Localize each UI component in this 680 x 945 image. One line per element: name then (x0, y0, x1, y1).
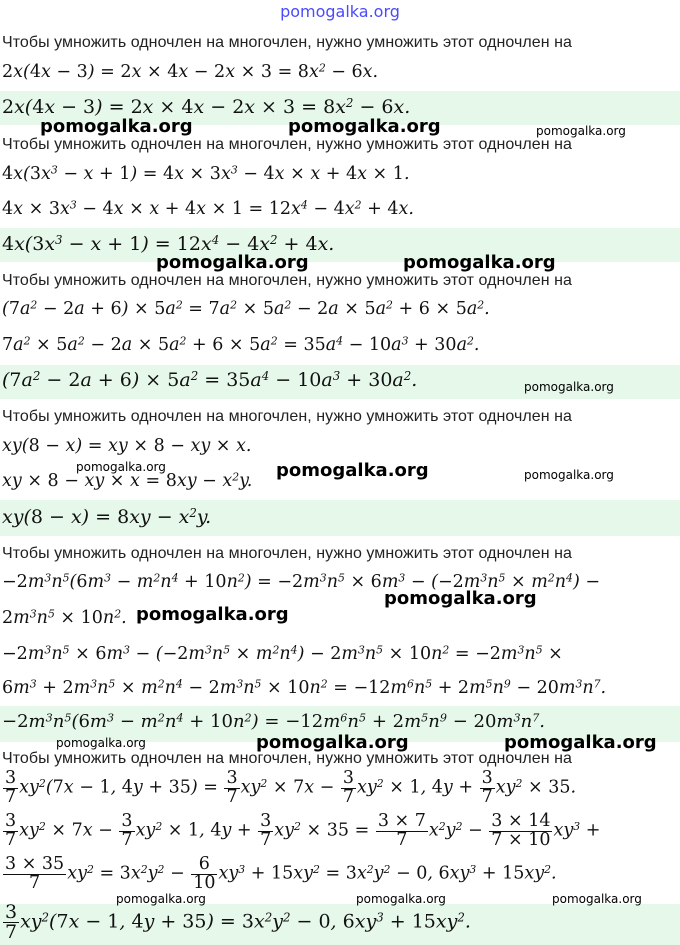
problem-3-step-2: $7a^2 \times 5a^2 - 2a \times 5a^2 + 6 \times 5a^2 = 35a^4 - 10a^3 + 30a^2$. (2, 334, 480, 355)
problem-6-step-1: $\frac{3}{7}$ $xy^2(7x - 1$, 4y + 35) = $\frac{3}{7}$ $xy^2 \times 7x$ − $\frac{3}{7}$ $xy^2 \times 1$, 4y + $\frac{3}{7}$ $xy^2 \times 35$. (5, 768, 577, 807)
watermark: pomogalka.org (536, 124, 626, 138)
watermark: pomogalka.org (524, 468, 614, 482)
problem-5-intro: Чтобы умножить одночлен на многочлен, нужно умножить этот одночлен на (2, 545, 572, 562)
problem-2-step-2: $4x \times 3x^3 - 4x \times x + 4x \times 1 = 12x^4 - 4x^2 + 4x$. (2, 198, 414, 219)
watermark: pomogalka.org (76, 460, 166, 474)
problem-4-answer: $xy(8 - x) = 8xy - x^2y$. (2, 506, 212, 528)
problem-1-answer: $2x(4x - 3) = 2x \times 4x - 2x \times 3 = 8x^2 - 6x$. (2, 96, 411, 118)
problem-5-step-2: $2m^3n^5 \times 10n^2$. (2, 607, 127, 628)
problem-2-answer: $4x(3x^3 - x + 1) = 12x^4 - 4x^2 + 4x$. (2, 233, 335, 255)
problem-6-answer: $\frac{3}{7}$ $xy^2(7x - 1$, $4y + 35) = 3x^2y^2 - 0$, $6xy^3 + 15xy^2$. (5, 901, 471, 943)
watermark: pomogalka.org (156, 252, 309, 273)
problem-4-intro: Чтобы умножить одночлен на многочлен, нужно умножить этот одночлен на (2, 408, 572, 425)
watermark: pomogalka.org (403, 252, 556, 273)
watermark: pomogalka.org (256, 732, 409, 753)
problem-6-intro: Чтобы умножить одночлен на многочлен, нужно умножить этот одночлен на (2, 750, 572, 767)
problem-3-answer: $(7a^2 - 2a + 6) \times 5a^2 = 35a^4 - 10a^3 + 30a^2$. (2, 369, 418, 391)
problem-1-step-1: $2x(4x - 3) = 2x \times 4x - 2x \times 3 = 8x^2 - 6x$. (2, 61, 379, 82)
site-brand-link[interactable]: pomogalka.org (280, 2, 400, 21)
watermark: pomogalka.org (524, 380, 614, 394)
problem-3-step-1: $(7a^2 - 2a + 6) \times 5a^2 = 7a^2 \times 5a^2 - 2a \times 5a^2 + 6 \times 5a^2$. (2, 298, 490, 319)
watermark: pomogalka.org (504, 732, 657, 753)
problem-6-step-3: $\frac{3 \times 35}{7}$ $xy^2 = 3x^2y^2$ − $\frac{6}{10}$ $xy^3 + 15xy^2 = 3x^2y^2 - 0$, $6xy^3 + 15xy^2$. (5, 854, 557, 893)
problem-2-intro: Чтобы умножить одночлен на многочлен, нужно умножить этот одночлен на (2, 136, 572, 153)
watermark: pomogalka.org (40, 116, 193, 137)
watermark: pomogalka.org (276, 460, 429, 481)
problem-2-step-1: $4x(3x^3 - x + 1) = 4x \times 3x^3 - 4x \times x + 4x \times 1$. (2, 163, 410, 184)
problem-5-step-1: $-2m^3n^5(6m^3 - m^2n^4 + 10n^2) = -2m^3n^5 \times 6m^3 - (-2m^3n^5 \times m^2n^4)$ − (2, 571, 600, 592)
problem-3-intro: Чтобы умножить одночлен на многочлен, нужно умножить этот одночлен на (2, 272, 572, 289)
watermark: pomogalka.org (116, 892, 206, 906)
problem-5-answer: $-2m^3n^5(6m^3 - m^2n^4 + 10n^2) = -12m^6n^5 + 2m^5n^9 - 20m^3n^7$. (2, 711, 546, 732)
problem-6-step-2: $\frac{3}{7}$ $xy^2 \times 7x$ − $\frac{3}{7}$ $xy^2 \times 1$, 4y + $\frac{3}{7}$ $xy^2 \times 35$ = $\frac{3 \times 7}{7}$ $x^2y^2$ − $\frac{3 \times 14}{7 \times 10}$ $xy^3$ + (5, 811, 601, 850)
watermark: pomogalka.org (136, 604, 289, 625)
watermark: pomogalka.org (56, 736, 146, 750)
watermark: pomogalka.org (356, 892, 446, 906)
problem-5-step-3: $-2m^3n^5 \times 6m^3 - (-2m^3n^5 \times m^2n^4) - 2m^3n^5 \times 10n^2 = -2m^3n^5$ × (2, 643, 563, 664)
watermark: pomogalka.org (552, 892, 642, 906)
problem-4-step-2: xy × 8 − xy × $x = 8xy - x^2y$. (2, 470, 253, 491)
problem-4-step-1: xy(8 − x) = xy × 8 − xy × x. (2, 436, 252, 456)
watermark: pomogalka.org (384, 588, 537, 609)
problem-1-intro: Чтобы умножить одночлен на многочлен, нужно умножить этот одночлен на (2, 34, 572, 51)
watermark: pomogalka.org (288, 116, 441, 137)
problem-5-step-4: $6m^3 + 2m^3n^5 \times m^2n^4 - 2m^3n^5 \times 10n^2 = -12m^6n^5 + 2m^5n^9 - 20m^3n^7$. (2, 677, 607, 698)
